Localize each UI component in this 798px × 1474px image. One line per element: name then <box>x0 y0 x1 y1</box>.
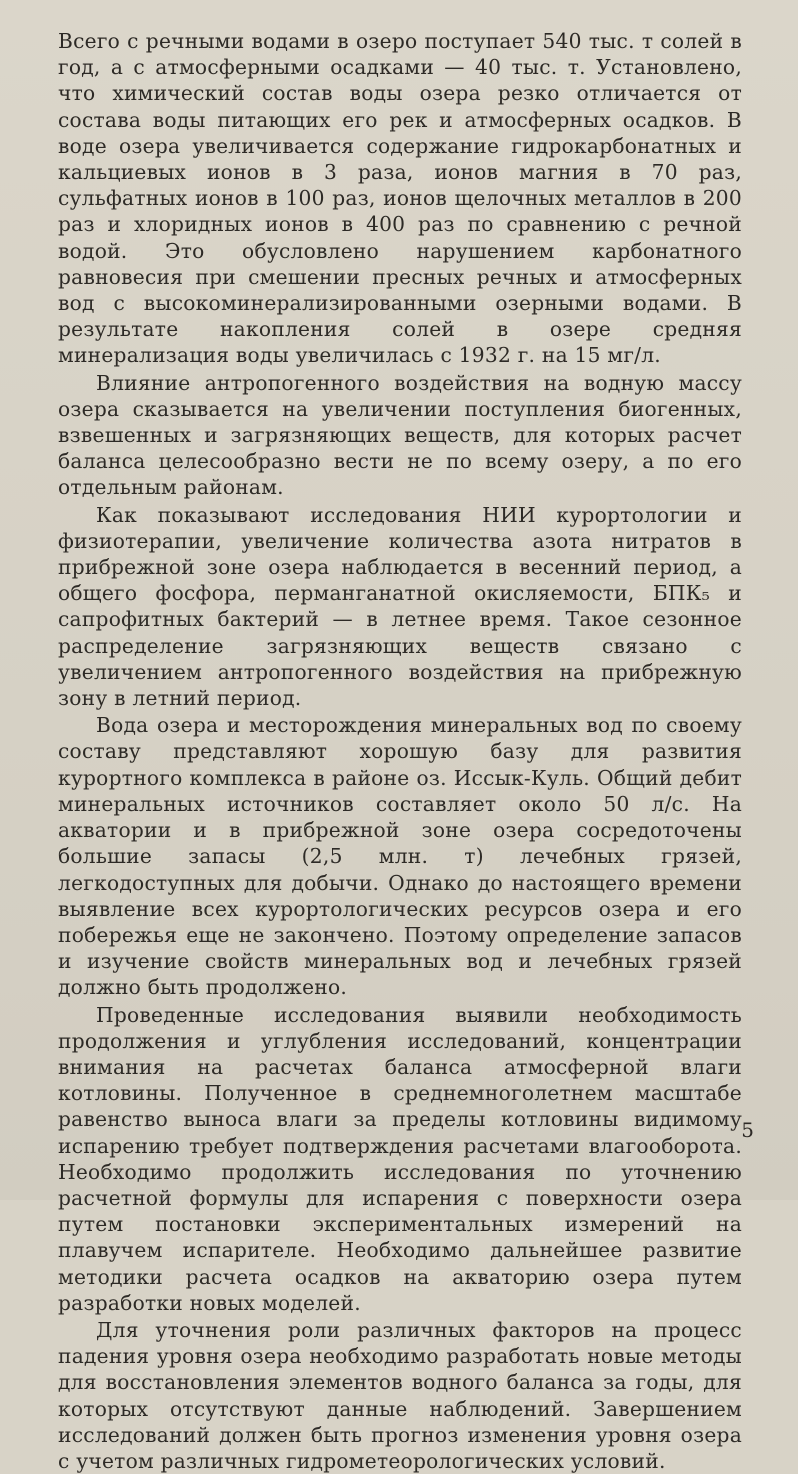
paragraph-mineral-waters: Вода озера и месторождения минеральных вод по своему составу представляют хорошую базу для развития курортного комплекса в районе оз. Иссык-Куль. Общий дебит минеральных источников составляет около 50 л/с. На акватории и в прибрежной зоне озера сосредоточены большие запасы (2,5 млн. т) лечебных грязей, легкодоступных для добычи. Однако до настоящего времени выявление всех курортологических ресурсов озера и его побережья еще не закончено. Поэтому определение запасов и изучение свойств минеральных вод и лечебных грязей должно быть продолжено. <box>58 713 742 1000</box>
body-text <box>58 28 742 1474</box>
paragraph-anthropogenic-impact: Влияние антропогенного воздействия на водную массу озера сказывается на увеличении поступления биогенных, взвешенных и загрязняющих веществ, для которых расчет баланса целесообразно вести не по всему озеру, а по его отдельным районам. <box>58 370 742 500</box>
page-number: 5 <box>741 1118 754 1142</box>
paragraph-nutrient-seasonality: Как показывают исследования НИИ курортологии и физиотерапии, увеличение количества азота нитратов в прибрежной зоне озера наблюдается в весенний период, а общего фосфора, перманганатной окисляемости, БПК₅ и сапрофитных бактерий — в летнее время. Такое сезонное распределение загрязняющих веществ связано с увеличением антропогенного воздействия на прибрежную зону в летний период. <box>58 502 742 711</box>
paragraph-further-research: Проведенные исследования выявили необходимость продолжения и углубления исследований, концентрации внимания на расчетах баланса атмосферной влаги котловины. Полученное в среднемноголетнем масштабе равенство выноса влаги за пределы котловины видимому испарению требует подтверждения расчетами влагооборота. Необходимо продолжить исследования по уточнению расчетной формулы для испарения с поверхности озера путем постановки экспериментальных измерений на плавучем испарителе. Необходимо дальнейшее развитие методики расчета осадков на акваторию озера путем разработки новых моделей. <box>58 1002 742 1315</box>
paragraph-level-forecast: Для уточнения роли различных факторов на процесс падения уровня озера необходимо разработать новые методы для восстановления элементов водного баланса за годы, для которых отсутствуют данные наблюдений. Завершением исследований должен быть прогноз изменения уровня озера с учетом различных гидрометеорологических условий. <box>58 1317 742 1473</box>
paragraph-salt-inflow: Всего с речными водами в озеро поступает 540 тыс. т солей в год, а с атмосферными осадками — 40 тыс. т. Установлено, что химический состав воды озера резко отличается от состава воды питающих его рек и атмосферных осадков. В воде озера увеличивается содержание гидрокарбонатных и кальциевых ионов в 3 раза, ионов магния в 70 раз, сульфатных ионов в 100 раз, ионов щелочных металлов в 200 раз и хлоридных ионов в 400 раз по сравнению с речной водой. Это обусловлено нарушением карбонатного равновесия при смешении пресных речных и атмосферных вод с высокоминерализированными озерными водами. В результате накопления солей в озере средняя минерализация воды увеличилась с 1932 г. на 15 мг/л. <box>58 29 742 368</box>
